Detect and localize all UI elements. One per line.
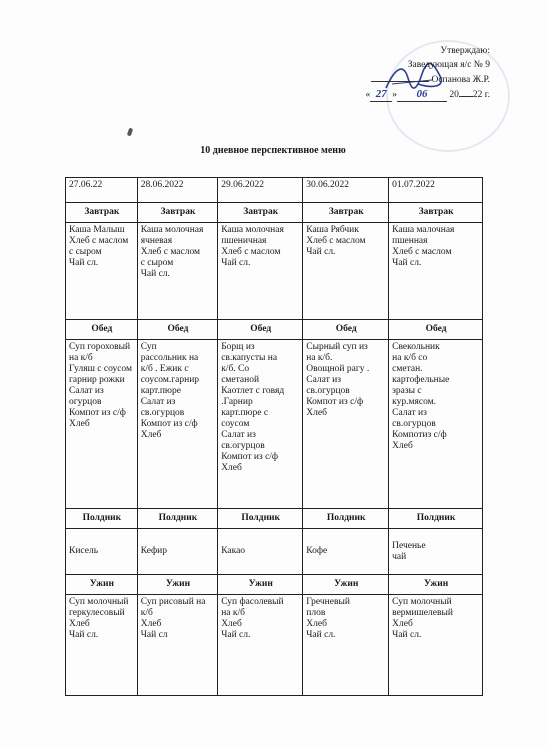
meal-header: Завтрак — [303, 203, 389, 223]
menu-item: Хлеб — [221, 619, 242, 629]
menu-item: гарнир рожки — [69, 375, 125, 385]
page-title: 10 дневное перспективное меню — [200, 145, 346, 156]
date-cell: 29.06.2022 — [218, 178, 303, 203]
dinner-cell — [218, 595, 303, 696]
menu-item: Чай сл. — [392, 630, 422, 640]
meal-header: Полдник — [66, 509, 138, 529]
meal-header: Ужин — [303, 575, 389, 595]
menu-item: Чай сл. — [221, 258, 251, 268]
lunch-cell — [303, 340, 389, 509]
menu-item: картофельные — [392, 375, 450, 385]
approval-line-2: Заведующая я/с № 9 — [407, 60, 490, 70]
meal-header-breakfast — [66, 203, 483, 223]
meal-header-lunch — [66, 320, 483, 340]
breakfast-cell — [303, 223, 389, 320]
year-gap — [459, 87, 473, 97]
menu-item: сметан. — [392, 364, 423, 374]
date-cell: 30.06.2022 — [303, 178, 389, 203]
menu-item: соусом.гарнир — [140, 375, 200, 385]
meal-header: Полдник — [218, 509, 303, 529]
menu-item: чай — [392, 551, 407, 562]
meal-header: Завтрак — [218, 203, 303, 223]
meal-header: Обед — [137, 320, 217, 340]
meal-header: Полдник — [137, 509, 217, 529]
signature-line — [371, 72, 429, 82]
date-cell: 01.07.2022 — [389, 178, 483, 203]
menu-item: Каша малочная — [392, 225, 455, 235]
menu-item: зразы с — [392, 386, 422, 396]
menu-item: Чай сл. — [140, 269, 170, 279]
menu-item: Хлеб — [306, 408, 327, 418]
menu-item: к/б — [140, 608, 153, 618]
menu-item: Компот из с/ф — [221, 452, 279, 462]
menu-item: Хлеб — [140, 619, 162, 629]
menu-item: огурцов — [69, 397, 102, 407]
menu-item: Чай сл — [140, 630, 168, 640]
lunch-row — [66, 340, 483, 509]
meal-header: Завтрак — [66, 203, 138, 223]
meal-header: Обед — [218, 320, 303, 340]
meal-header: Полдник — [389, 509, 483, 529]
menu-item: Чай сл. — [392, 258, 422, 268]
menu-item: сметаной — [221, 375, 260, 385]
menu-item: Хлеб с маслом — [306, 236, 366, 246]
menu-item: .Гарнир — [221, 397, 253, 407]
menu-item: Хлеб с маслом — [69, 236, 129, 246]
snack-cell — [66, 529, 138, 575]
menu-item: Хлеб — [69, 619, 90, 629]
meal-header: Полдник — [303, 509, 389, 529]
menu-item: с сыром — [140, 258, 174, 268]
meal-header-dinner — [66, 575, 483, 595]
approval-date — [366, 87, 490, 102]
menu-item: пшенная — [392, 236, 428, 246]
menu-item: пшеничная — [221, 236, 267, 246]
menu-item: Суп гороховый — [69, 342, 131, 352]
breakfast-cell — [137, 223, 217, 320]
menu-item: Хлеб — [140, 430, 162, 440]
menu-item: Каша Малыш — [69, 225, 125, 235]
menu-item: Компотиз с/ф — [392, 430, 447, 440]
meal-header: Обед — [303, 320, 389, 340]
date-close-quote: » — [392, 90, 398, 100]
menu-item: Хлеб — [392, 441, 413, 451]
menu-item: Хлеб — [69, 419, 90, 429]
snack-cell — [389, 529, 483, 575]
menu-item: Суп фасолевый — [221, 597, 284, 607]
menu-item: св.огурцов — [306, 386, 350, 396]
menu-table — [65, 177, 483, 696]
date-cell: 28.06.2022 — [137, 178, 217, 203]
menu-item: рассольник на — [140, 353, 199, 363]
dinner-cell — [66, 595, 138, 696]
menu-item: плов — [306, 608, 326, 618]
meal-header: Завтрак — [137, 203, 217, 223]
meal-header: Обед — [66, 320, 138, 340]
approval-month: 06 — [397, 87, 447, 102]
menu-item: Каотлет с говяд — [221, 386, 285, 396]
menu-item: на к/б. — [306, 353, 333, 363]
menu-item: Салат из — [221, 430, 256, 440]
menu-item: карт.пюре с — [221, 408, 269, 418]
meal-header: Обед — [389, 320, 483, 340]
snack-cell — [137, 529, 217, 575]
menu-item: Салат из — [140, 397, 176, 407]
menu-item: Компот из с/ф — [306, 397, 364, 407]
year-suffix: 22 г. — [472, 90, 490, 100]
menu-item: св.огурцов — [140, 408, 185, 418]
snack-cell — [303, 529, 389, 575]
menu-item: Овощной рагу . — [306, 364, 370, 374]
lunch-cell — [218, 340, 303, 509]
lunch-cell — [66, 340, 138, 509]
menu-item: Хлеб с маслом — [140, 247, 201, 257]
year-prefix: 20 — [449, 90, 459, 100]
menu-item: Компот из с/ф — [69, 408, 126, 418]
menu-item: ячневая — [140, 236, 173, 246]
menu-item: Хлеб с маслом — [392, 247, 452, 257]
menu-item: Суп молочный — [69, 597, 129, 607]
menu-item: карт.пюре — [140, 386, 181, 396]
menu-item: соусом — [221, 419, 250, 429]
menu-item: Салат из — [306, 375, 341, 385]
menu-item: Кефир — [140, 546, 168, 556]
snack-cell — [218, 529, 303, 575]
menu-item: Каша Рябчик — [306, 225, 359, 235]
menu-item: Чай сл. — [221, 630, 251, 640]
approval-block — [366, 44, 490, 102]
breakfast-row — [66, 223, 483, 320]
menu-item: на к/б со — [392, 353, 428, 363]
dinner-cell — [389, 595, 483, 696]
director-name: Оспанова Ж.Р. — [431, 75, 490, 85]
menu-item: Компот из с/ф — [140, 419, 198, 429]
menu-item: кур.мясом. — [392, 397, 437, 407]
meal-header-snack — [66, 509, 483, 529]
meal-header: Ужин — [389, 575, 483, 595]
menu-item: св.огурцов — [392, 419, 436, 429]
menu-item: Борщ из — [221, 342, 255, 352]
meal-header: Ужин — [218, 575, 303, 595]
menu-item: Хлеб — [392, 619, 413, 629]
menu-item: геркулесовый — [69, 608, 125, 618]
menu-item: Каша молочная — [221, 225, 284, 235]
menu-item: Свекольник — [392, 342, 440, 352]
menu-item: Гречневый — [306, 597, 350, 607]
date-row — [66, 178, 483, 203]
menu-item: Сырный суп из — [306, 342, 368, 352]
breakfast-cell — [389, 223, 483, 320]
menu-item: Хлеб — [221, 463, 242, 473]
menu-item: Кисель — [69, 546, 99, 556]
date-open-quote: « — [365, 90, 371, 100]
menu-item: Чай сл. — [306, 630, 336, 640]
snack-row — [66, 529, 483, 575]
lunch-cell — [389, 340, 483, 509]
breakfast-cell — [218, 223, 303, 320]
menu-item: Кофе — [306, 546, 328, 556]
menu-item: св.капусты на — [221, 353, 278, 363]
menu-item: Суп рисовый на — [140, 597, 206, 607]
menu-item: Чай сл. — [306, 247, 336, 257]
dinner-row — [66, 595, 483, 696]
meal-header: Ужин — [137, 575, 217, 595]
menu-item: вермишелевый — [392, 608, 453, 618]
dinner-cell — [137, 595, 217, 696]
approval-line-3 — [366, 72, 490, 87]
menu-item: Чай сл. — [69, 258, 99, 268]
breakfast-cell — [66, 223, 138, 320]
menu-item: Салат из — [69, 386, 104, 396]
menu-item: Гуляш с соусом — [69, 364, 133, 374]
menu-item: св.огурцов — [221, 441, 265, 451]
date-cell: 27.06.22 — [66, 178, 138, 203]
menu-item: Суп молочный — [392, 597, 452, 607]
menu-item: Суп — [140, 342, 157, 352]
menu-item: на к/б — [221, 608, 245, 618]
approval-day: 27 — [370, 87, 392, 102]
menu-item: Чай сл. — [69, 630, 99, 640]
meal-header: Ужин — [66, 575, 138, 595]
menu-item: Салат из — [392, 408, 427, 418]
dinner-cell — [303, 595, 389, 696]
menu-item: с сыром — [69, 247, 102, 257]
menu-item: Хлеб с маслом — [221, 247, 281, 257]
menu-item: к/б. Со — [221, 364, 250, 374]
lunch-cell — [137, 340, 217, 509]
meal-header: Завтрак — [389, 203, 483, 223]
menu-item: Хлеб — [306, 619, 327, 629]
menu-item: Каша молочная — [140, 225, 204, 235]
approval-line-1: Утверждаю: — [440, 46, 490, 56]
scan-mark — [127, 128, 133, 137]
menu-item: к/б . Ежик с — [140, 364, 189, 374]
menu-item: Печенье — [392, 540, 426, 551]
menu-item: на к/б — [69, 353, 93, 363]
menu-item: Какао — [221, 546, 246, 556]
